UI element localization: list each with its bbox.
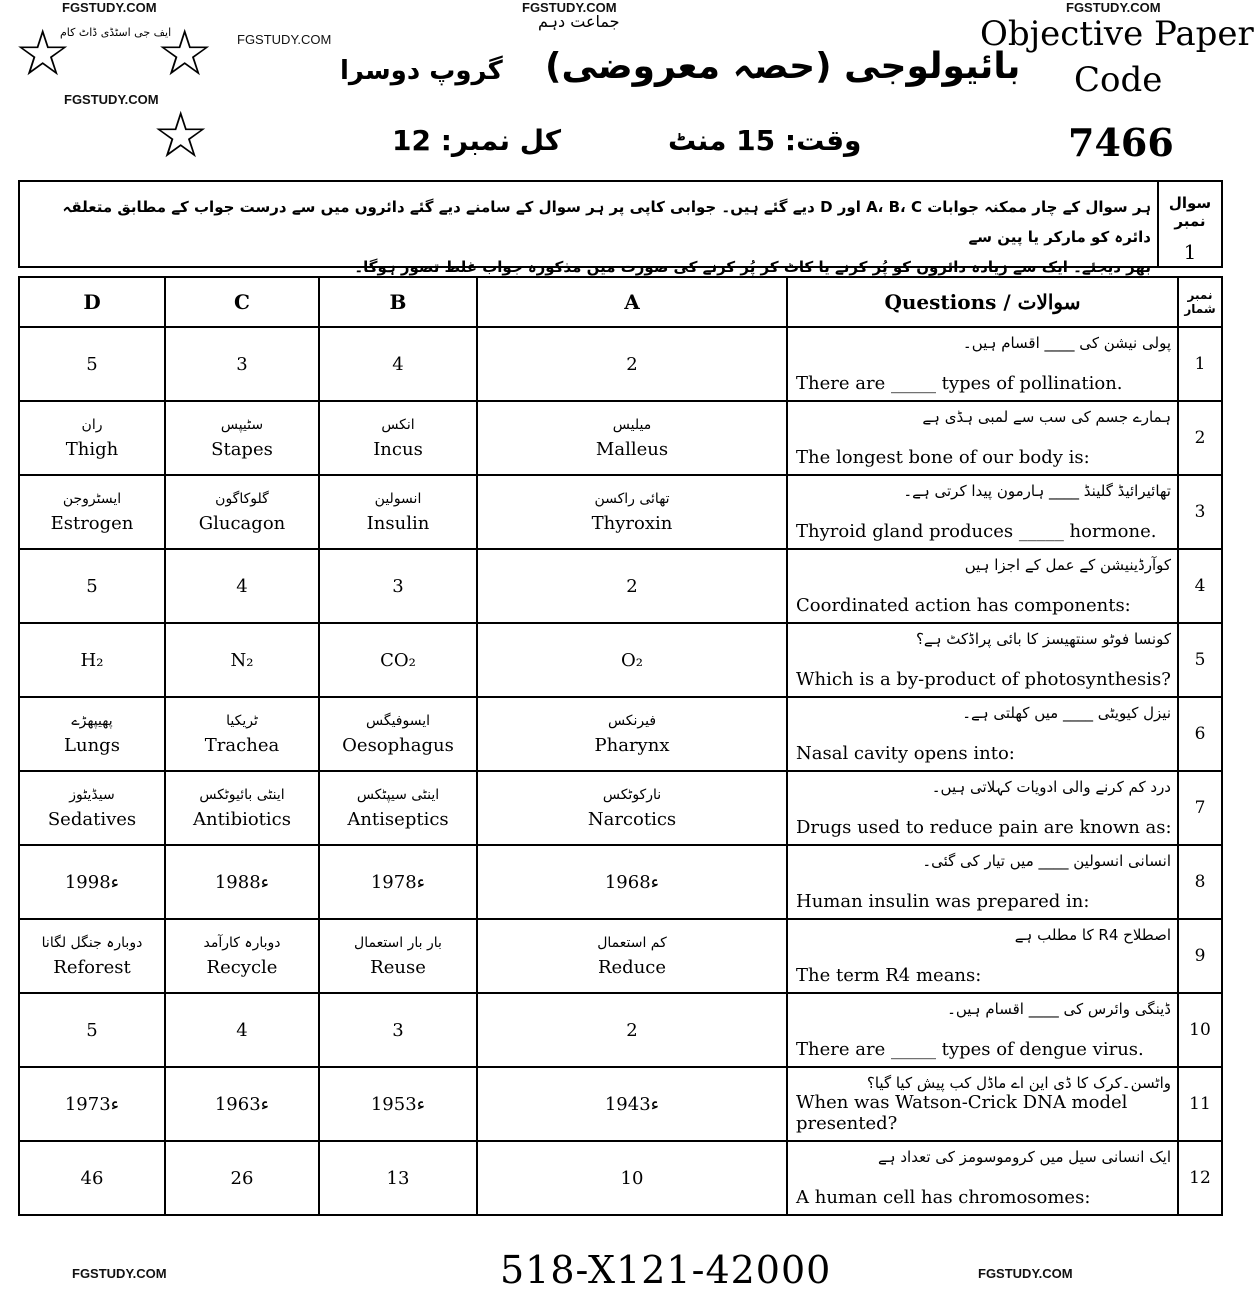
- table-row: [19, 1141, 1222, 1215]
- option-d-text: H₂: [80, 649, 104, 671]
- question-cell: [787, 1141, 1178, 1215]
- watermark: FGSTUDY.COM: [72, 1266, 167, 1281]
- option-b-text: Incus: [373, 438, 423, 460]
- option-d-text: Estrogen: [50, 512, 134, 534]
- option-d-text: 5: [86, 1019, 98, 1041]
- option-b-text: 3: [392, 575, 404, 597]
- option-b-text: Antiseptics: [347, 808, 449, 830]
- question-serial-number: 2: [1178, 401, 1222, 475]
- option-d-cell: [19, 993, 165, 1067]
- question-serial-number: 10: [1178, 993, 1222, 1067]
- question-english: A human cell has chromosomes:: [796, 1187, 1091, 1208]
- option-c-text: 3: [236, 353, 248, 375]
- option-d-cell: [19, 919, 165, 993]
- option-c-cell: [165, 549, 319, 623]
- option-a-cell: [477, 549, 787, 623]
- option-c-text: Trachea: [204, 734, 280, 756]
- watermark: FGSTUDY.COM: [62, 0, 157, 15]
- question-serial-number: 8: [1178, 845, 1222, 919]
- option-a-urdu: میلیس: [612, 416, 652, 433]
- header-questions: Questions / سوالات: [787, 277, 1178, 327]
- option-a-cell: [477, 401, 787, 475]
- option-c-urdu: سٹیپس: [220, 416, 264, 433]
- watermark: FGSTUDY.COM: [1066, 0, 1161, 15]
- option-b-cell: [319, 697, 477, 771]
- option-a-cell: [477, 993, 787, 1067]
- time-label: وقت: 15 منٹ: [668, 124, 862, 157]
- watermark: FGSTUDY.COM: [237, 32, 332, 47]
- option-c-cell: [165, 327, 319, 401]
- question-cell: [787, 993, 1178, 1067]
- option-d-text: 5: [86, 353, 98, 375]
- option-c-text: Recycle: [206, 956, 278, 978]
- question-english: Nasal cavity opens into:: [796, 743, 1015, 764]
- option-a-cell: [477, 845, 787, 919]
- table-row: [19, 401, 1222, 475]
- option-b-text: 3: [392, 1019, 404, 1041]
- option-c-cell: [165, 1141, 319, 1215]
- option-b-text: 4: [392, 353, 404, 375]
- code-label: Code: [1074, 60, 1163, 100]
- questions-table: [18, 276, 1223, 1216]
- option-c-text: Stapes: [211, 438, 273, 460]
- question-serial-number: 12: [1178, 1141, 1222, 1215]
- question-number-label: سوال نمبر: [1168, 194, 1212, 230]
- instructions-text: [31, 192, 1151, 282]
- question-serial-number: 9: [1178, 919, 1222, 993]
- option-a-cell: [477, 623, 787, 697]
- question-urdu: اصطلاح R4 کا مطلب ہے: [1014, 926, 1171, 944]
- option-d-text: Thigh: [65, 438, 119, 460]
- option-b-cell: [319, 919, 477, 993]
- table-row: [19, 845, 1222, 919]
- option-c-cell: [165, 771, 319, 845]
- option-d-text: Lungs: [64, 734, 120, 756]
- watermark: FGSTUDY.COM: [978, 1266, 1073, 1281]
- option-b-cell: [319, 623, 477, 697]
- option-a-text: Narcotics: [587, 808, 677, 830]
- header-b: B: [319, 277, 477, 327]
- total-marks-label: کل نمبر: 12: [392, 124, 562, 157]
- question-cell: [787, 401, 1178, 475]
- option-b-cell: [319, 549, 477, 623]
- option-a-cell: [477, 475, 787, 549]
- option-a-cell: [477, 1141, 787, 1215]
- option-d-urdu: ران: [81, 416, 103, 433]
- option-d-text: 1998ء: [64, 871, 120, 893]
- option-c-cell: [165, 697, 319, 771]
- option-b-urdu: انسولین: [374, 490, 422, 507]
- option-d-cell: [19, 1067, 165, 1141]
- star-icon: ☆: [14, 17, 72, 91]
- question-serial-number: 7: [1178, 771, 1222, 845]
- question-urdu: ہمارے جسم کی سب سے لمبی ہڈی ہے: [922, 408, 1171, 426]
- question-english: Coordinated action has components:: [796, 595, 1131, 616]
- option-c-text: 1988ء: [214, 871, 270, 893]
- option-a-text: 2: [626, 575, 638, 597]
- question-cell: [787, 475, 1178, 549]
- option-d-urdu: ایسٹروجن: [62, 490, 122, 507]
- option-d-cell: [19, 771, 165, 845]
- option-a-urdu: تھائی راکسن: [594, 490, 670, 507]
- option-a-text: Malleus: [595, 438, 669, 460]
- option-d-text: 5: [86, 575, 98, 597]
- question-urdu: ڈینگی وائرس کی ____ اقسام ہیں۔: [947, 1000, 1171, 1018]
- table-row: [19, 1067, 1222, 1141]
- question-urdu: پولی نیشن کی ____ اقسام ہیں۔: [962, 334, 1171, 352]
- group-label: گروپ دوسرا: [340, 56, 503, 86]
- option-d-cell: [19, 327, 165, 401]
- option-d-text: Reforest: [53, 956, 131, 978]
- option-a-text: 2: [626, 353, 638, 375]
- question-cell: [787, 771, 1178, 845]
- question-number: 1: [1183, 240, 1197, 264]
- option-a-urdu: نارکوٹکس: [602, 786, 662, 803]
- option-b-cell: [319, 401, 477, 475]
- question-urdu: واٹسن۔کرک کا ڈی این اے ماڈل کب پیش کیا گیا؟: [866, 1074, 1171, 1092]
- option-d-cell: [19, 401, 165, 475]
- question-serial-number: 3: [1178, 475, 1222, 549]
- site-name-urdu: ایف جی اسٹڈی ڈاٹ کام: [60, 26, 172, 39]
- option-d-text: 1973ء: [64, 1093, 120, 1115]
- option-d-cell: [19, 697, 165, 771]
- table-row: [19, 623, 1222, 697]
- option-c-urdu: گلوکاگون: [215, 490, 269, 507]
- class-label: جماعت دہم: [538, 12, 620, 31]
- question-english: Drugs used to reduce pain are known as:: [796, 817, 1172, 838]
- option-c-urdu: اینٹی بائیوٹکس: [199, 786, 285, 803]
- question-english: There are _____ types of dengue virus.: [796, 1039, 1144, 1060]
- option-b-cell: [319, 993, 477, 1067]
- header-serial-number: نمبر شمار: [1178, 277, 1222, 327]
- option-d-text: Sedatives: [47, 808, 137, 830]
- question-urdu: تھائیرائیڈ گلینڈ ____ ہارمون پیدا کرتی ہے۔: [903, 482, 1171, 500]
- option-b-text: CO₂: [380, 649, 416, 671]
- option-b-cell: [319, 1141, 477, 1215]
- option-d-urdu: پھیپھڑے: [71, 712, 113, 729]
- option-d-cell: [19, 623, 165, 697]
- question-urdu: کوآرڈینیشن کے عمل کے اجزا ہیں: [964, 556, 1171, 574]
- question-serial-number: 11: [1178, 1067, 1222, 1141]
- instructions-line: ہر سوال کے چار ممکنہ جوابات A، B، C اور D دیے گئے ہیں۔ جوابی کاپی پر ہر سوال کے سامنے دیے گئے دائروں میں سے درست جواب کے مطابق متعلقہ دائرہ کو مارکر یا پین سے: [62, 198, 1151, 246]
- option-a-cell: [477, 697, 787, 771]
- option-c-text: Antibiotics: [192, 808, 291, 830]
- option-b-text: 1978ء: [370, 871, 426, 893]
- option-c-cell: [165, 475, 319, 549]
- option-b-cell: [319, 327, 477, 401]
- question-urdu: کونسا فوٹو سنتھیسز کا بائی پراڈکٹ ہے؟: [915, 630, 1171, 648]
- option-c-urdu: ٹریکیا: [226, 712, 258, 729]
- questions-body: [19, 327, 1222, 1215]
- question-cell: [787, 1067, 1178, 1141]
- option-c-text: Glucagon: [198, 512, 286, 534]
- question-cell: [787, 697, 1178, 771]
- question-english: Thyroid gland produces _____ hormone.: [796, 521, 1157, 542]
- option-a-text: Thyroxin: [591, 512, 673, 534]
- option-c-cell: [165, 993, 319, 1067]
- option-a-urdu: کم استعمال: [597, 934, 667, 951]
- option-c-text: 4: [236, 575, 248, 597]
- header-d: D: [19, 277, 165, 327]
- table-row: [19, 993, 1222, 1067]
- option-a-text: 10: [620, 1167, 644, 1189]
- star-icon: ☆: [152, 99, 210, 173]
- question-cell: [787, 327, 1178, 401]
- question-cell: [787, 919, 1178, 993]
- option-b-text: 13: [386, 1167, 410, 1189]
- table-row: [19, 475, 1222, 549]
- option-d-cell: [19, 1141, 165, 1215]
- option-c-urdu: دوبارہ کارآمد: [203, 934, 281, 951]
- option-a-cell: [477, 771, 787, 845]
- question-english: The term R4 means:: [796, 965, 982, 986]
- table-row: [19, 549, 1222, 623]
- footer-paper-code: 518-X121-42000: [500, 1248, 832, 1292]
- question-cell: [787, 845, 1178, 919]
- question-serial-number: 1: [1178, 327, 1222, 401]
- watermark: FGSTUDY.COM: [64, 92, 159, 107]
- question-english: Which is a by-product of photosynthesis?: [796, 669, 1171, 690]
- option-d-text: 46: [80, 1167, 104, 1189]
- header-a: A: [477, 277, 787, 327]
- instructions-line: بھر دیجئے۔ ایک سے زیادہ دائروں کو پُر کرنے یا کاٹ کر پُر کرنے کی صورت میں مذکورہ جواب غلط تصور ہوگا۔: [354, 258, 1151, 276]
- option-d-urdu: سیڈیٹوز: [69, 786, 115, 803]
- option-d-urdu: دوبارہ جنگل لگانا: [41, 934, 143, 951]
- option-c-text: 1963ء: [214, 1093, 270, 1115]
- question-urdu: نیزل کیویٹی ____ میں کھلتی ہے۔: [962, 704, 1171, 722]
- option-c-cell: [165, 401, 319, 475]
- option-b-text: Oesophagus: [342, 734, 454, 756]
- question-english: The longest bone of our body is:: [796, 447, 1090, 468]
- table-row: [19, 697, 1222, 771]
- subject-title: بائیولوجی (حصہ معروضی): [545, 46, 1021, 87]
- option-c-cell: [165, 919, 319, 993]
- option-c-cell: [165, 1067, 319, 1141]
- option-a-text: 1968ء: [604, 871, 660, 893]
- question-cell: [787, 623, 1178, 697]
- option-b-urdu: بار بار استعمال: [354, 934, 442, 951]
- instructions-box: [18, 180, 1223, 276]
- table-row: [19, 327, 1222, 401]
- option-b-cell: [319, 1067, 477, 1141]
- question-urdu: درد کم کرنے والی ادویات کہلاتی ہیں۔: [931, 778, 1171, 796]
- table-row: [19, 919, 1222, 993]
- option-a-text: 1943ء: [604, 1093, 660, 1115]
- table-row: [19, 771, 1222, 845]
- question-cell: [787, 549, 1178, 623]
- option-c-text: N₂: [230, 649, 254, 671]
- star-icon: ☆: [156, 17, 214, 91]
- option-a-cell: [477, 327, 787, 401]
- option-a-urdu: فیرنکس: [607, 712, 657, 729]
- header-c: C: [165, 277, 319, 327]
- option-a-text: Reduce: [597, 956, 667, 978]
- option-c-text: 26: [230, 1167, 254, 1189]
- question-urdu: ایک انسانی سیل میں کروموسومز کی تعداد ہے: [878, 1148, 1171, 1166]
- question-urdu: انسانی انسولین ____ میں تیار کی گئی۔: [922, 852, 1171, 870]
- question-english: Human insulin was prepared in:: [796, 891, 1090, 912]
- option-a-text: Pharynx: [594, 734, 670, 756]
- option-c-text: 4: [236, 1019, 248, 1041]
- question-serial-number: 4: [1178, 549, 1222, 623]
- option-d-cell: [19, 475, 165, 549]
- watermark: FGSTUDY.COM: [522, 0, 617, 15]
- option-a-cell: [477, 919, 787, 993]
- option-a-cell: [477, 1067, 787, 1141]
- option-b-cell: [319, 845, 477, 919]
- option-b-urdu: اینٹی سیپٹکس: [356, 786, 440, 803]
- option-b-cell: [319, 475, 477, 549]
- option-c-cell: [165, 845, 319, 919]
- question-serial-number: 5: [1178, 623, 1222, 697]
- option-c-cell: [165, 623, 319, 697]
- option-b-cell: [319, 771, 477, 845]
- option-b-text: Insulin: [366, 512, 430, 534]
- option-d-cell: [19, 549, 165, 623]
- question-serial-number: 6: [1178, 697, 1222, 771]
- option-b-text: Reuse: [370, 956, 426, 978]
- paper-code-value: 7466: [1068, 120, 1174, 165]
- option-a-text: O₂: [621, 649, 643, 671]
- option-d-cell: [19, 845, 165, 919]
- option-b-urdu: ایسوفیگس: [365, 712, 430, 729]
- option-a-text: 2: [626, 1019, 638, 1041]
- objective-paper-label: Objective Paper: [980, 14, 1254, 54]
- question-english: When was Watson-Crick DNA model presented?: [796, 1092, 1128, 1134]
- option-b-text: 1953ء: [370, 1093, 426, 1115]
- option-b-urdu: انکس: [381, 416, 415, 433]
- question-english: There are _____ types of pollination.: [796, 373, 1123, 394]
- question-number-cell: [1157, 182, 1221, 266]
